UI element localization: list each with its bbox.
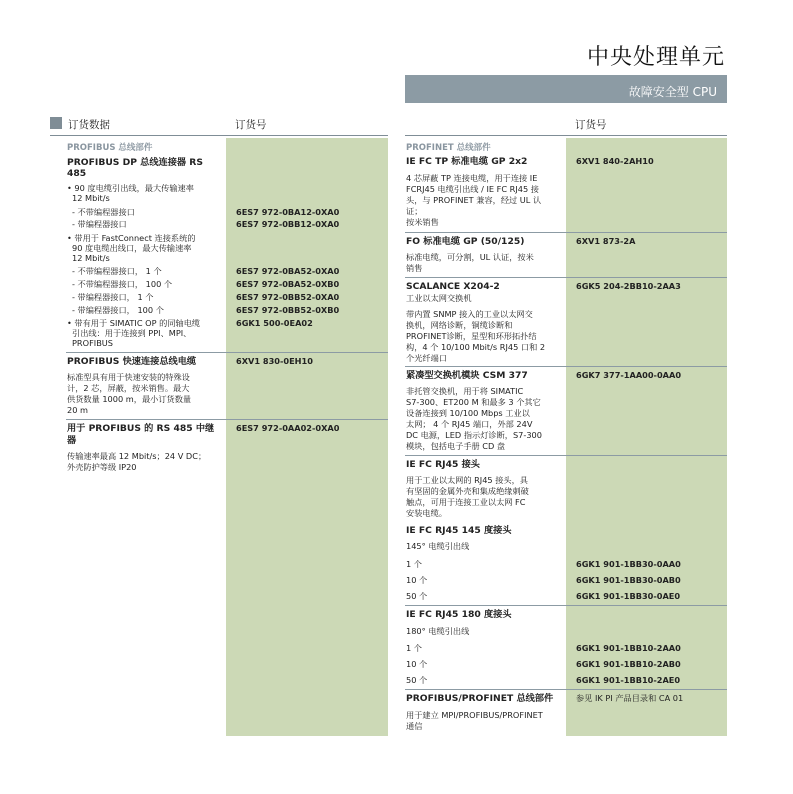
product-text: 模块，包括电子手册 CD 盘 (406, 441, 506, 451)
product-title-ie-fc-rj45: IE FC RJ45 接头 (406, 459, 480, 470)
order-number: 6GK1 901-1BB10-2AB0 (576, 659, 681, 669)
product-text: DC 电源，LED 指示灯诊断，S7-300 (406, 430, 542, 440)
product-text: 引出线：用于连接到 PPI、MPI、 (72, 328, 192, 338)
order-number: 6ES7 972-0AA02-0XA0 (236, 423, 340, 433)
product-text: 太网； 4 个 RJ45 端口，外部 24V (406, 419, 533, 429)
product-text: 标准电缆，可分割，UL 认证，按米 (406, 252, 534, 262)
product-text: 证； (406, 206, 423, 216)
product-text: 180° 电缆引出线 (406, 626, 470, 636)
page-subtitle-bar (405, 75, 727, 103)
product-text: 带内置 SNMP 接入的工业以太网交 (406, 309, 533, 319)
right-header-rule (405, 135, 727, 136)
product-text: 4 芯屏蔽 TP 连接电缆，用于连接 IE (406, 173, 538, 183)
product-text: 按米销售 (406, 217, 439, 227)
product-text: 触点，可用于连接工业以太网 FC (406, 497, 526, 507)
quantity-label: 50 个 (406, 591, 428, 601)
row-divider (405, 277, 727, 278)
order-number: 6GK1 901-1BB10-2AE0 (576, 675, 681, 685)
product-text: 传输速率最高 12 Mbit/s；24 V DC； (67, 451, 207, 461)
page-subtitle: 故障安全型 CPU (628, 85, 717, 99)
quantity-label: 1 个 (406, 559, 422, 569)
section-marker-icon (50, 117, 62, 129)
row-divider (405, 232, 727, 233)
product-title-rs485-repeater-cont: 器 (67, 435, 77, 446)
order-number: 6XV1 840-2AH10 (576, 156, 654, 166)
product-text: 设备连接到 10/100 Mbps 工业以 (406, 408, 530, 418)
product-text: 标准型具有用于快速安装的特殊设 (67, 372, 190, 382)
product-text: 通信 (406, 721, 423, 731)
order-number: 6XV1 873-2A (576, 236, 636, 246)
product-text: 个光纤端口 (406, 353, 447, 363)
product-text: - 不带编程器接口 (72, 207, 135, 217)
product-title-fo-cable: FO 标准电缆 GP (50/125) (406, 236, 525, 247)
product-title-csm377: 紧凑型交换机模块 CSM 377 (406, 370, 528, 381)
page-title: 中央处理单元 (586, 45, 725, 70)
product-text: 12 Mbit/s (72, 193, 110, 203)
order-number: 6GK1 901-1BB10-2AA0 (576, 643, 681, 653)
product-title-profibus-dp-connector: PROFIBUS DP 总线连接器 RS 485 (67, 157, 203, 179)
product-text: • 90 度电缆引出线，最大传输速率 (67, 183, 194, 193)
order-number: 6ES7 972-0BB52-0XB0 (236, 305, 340, 315)
order-number: 6GK7 377-1AA00-0AA0 (576, 370, 682, 380)
product-text: • 带用于 FastConnect 连接系统的 (67, 233, 196, 243)
product-text: 销售 (406, 263, 423, 273)
product-title-scalance: SCALANCE X204-2 (406, 281, 500, 292)
order-number: 6ES7 972-0BA52-0XA0 (236, 266, 340, 276)
order-number: 6GK1 901-1BB30-0AA0 (576, 559, 681, 569)
quantity-label: 50 个 (406, 675, 428, 685)
quantity-label: 1 个 (406, 643, 422, 653)
product-text: 20 m (67, 405, 88, 415)
product-text: FCRJ45 电缆引出线 / IE FC RJ45 接 (406, 184, 539, 194)
row-divider (66, 352, 388, 353)
product-text: 换机，网络诊断，铜缆诊断和 (406, 320, 513, 330)
left-col-order-header: 订货号 (235, 119, 267, 131)
product-text: S7-300、ET200 M 和最多 3 个其它 (406, 397, 541, 407)
product-text: - 带编程器接口 (72, 219, 127, 229)
row-divider (405, 455, 727, 456)
product-text: - 带编程器接口， 100 个 (72, 305, 164, 315)
row-divider (405, 689, 727, 690)
product-text: 头，与 PROFINET 兼容，经过 UL 认 (406, 195, 542, 205)
left-header-rule (50, 135, 388, 136)
order-number: 6GK1 500-0EA02 (236, 318, 313, 328)
product-text: 有坚固的金属外壳和集成绝缘刺破 (406, 486, 529, 496)
product-text: - 带编程器接口， 1 个 (72, 292, 154, 302)
product-text: 非托管交换机，用于将 SIMATIC (406, 386, 524, 396)
left-section-title: PROFIBUS 总线部件 (67, 143, 153, 153)
product-title-rj45-180: IE FC RJ45 180 度接头 (406, 609, 512, 620)
order-number: 6XV1 830-0EH10 (236, 356, 313, 366)
product-text: 用于工业以太网的 RJ45 接头，具 (406, 475, 528, 485)
product-text: 工业以太网交换机 (406, 293, 472, 303)
order-number: 6ES7 972-0BB52-0XA0 (236, 292, 340, 302)
product-text: 用于建立 MPI/PROFIBUS/PROFINET (406, 710, 543, 720)
product-text: 构，4 个 10/100 Mbit/s RJ45 口和 2 (406, 342, 546, 352)
product-text: 供货数量 1000 m，最小订货数量 (67, 394, 192, 404)
product-text: • 带有用于 SIMATIC OP 的同轴电缆 (67, 318, 201, 328)
order-number: 6GK5 204-2BB10-2AA3 (576, 281, 681, 291)
product-text: PROFINET诊断，星型和环形拓扑结 (406, 331, 537, 341)
product-text: - 不带编程器接口， 1 个 (72, 266, 162, 276)
left-col-desc-header: 订货数据 (68, 119, 110, 131)
product-text: 外壳防护等级 IP20 (67, 462, 137, 472)
order-number: 6ES7 972-0BA52-0XB0 (236, 279, 340, 289)
row-divider (66, 419, 388, 420)
right-section-title: PROFINET 总线部件 (406, 143, 491, 153)
product-text: - 不带编程器接口， 100 个 (72, 279, 173, 289)
product-text: 12 Mbit/s (72, 253, 110, 263)
order-number: 6ES7 972-0BA12-0XA0 (236, 207, 340, 217)
product-text: 计，2 芯，屏蔽，按米销售。最大 (67, 383, 190, 393)
product-subtitle-rj45-145: IE FC RJ45 145 度接头 (406, 525, 512, 536)
order-number: 6GK1 901-1BB30-0AE0 (576, 591, 681, 601)
row-divider (405, 366, 727, 367)
quantity-label: 10 个 (406, 575, 428, 585)
product-title-ie-fc-tp-cable: IE FC TP 标准电缆 GP 2x2 (406, 156, 528, 167)
product-title-profibus-cable: PROFIBUS 快速连接总线电缆 (67, 356, 197, 367)
quantity-label: 10 个 (406, 659, 428, 669)
product-text: 安装电缆。 (406, 508, 447, 518)
product-title-profibus-profinet: PROFIBUS/PROFINET 总线部件 (406, 693, 554, 704)
product-text: PROFIBUS (72, 338, 114, 348)
row-divider (405, 605, 727, 606)
product-text: 90 度电缆出线口，最大传输速率 (72, 243, 192, 253)
order-number: 6GK1 901-1BB30-0AB0 (576, 575, 681, 585)
right-col-order-header: 订货号 (575, 119, 607, 131)
product-title-rs485-repeater: 用于 PROFIBUS 的 RS 485 中继 (67, 423, 215, 434)
order-number: 6ES7 972-0BB12-0XA0 (236, 219, 340, 229)
order-reference: 参见 IK PI 产品目录和 CA 01 (576, 693, 684, 703)
product-text: 145° 电缆引出线 (406, 541, 470, 551)
